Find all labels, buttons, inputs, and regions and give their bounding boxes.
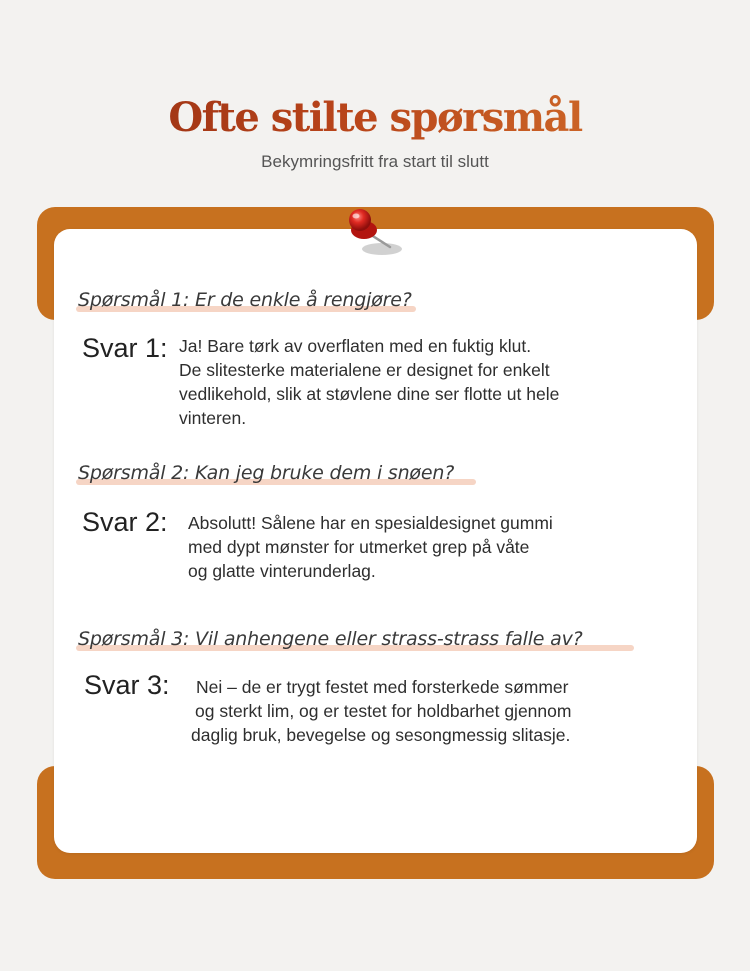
faq-question-1: Spørsmål 1: Er de enkle å rengjøre? xyxy=(78,289,412,311)
answer-text-2: Absolutt! Sålene har en spesialdesignet gummi med dypt mønster for utmerket grep på våte og glatte vinterunderlag. xyxy=(188,513,553,581)
answer-label-2: Svar 2: xyxy=(82,507,168,537)
faq-question-3: Spørsmål 3: Vil anhengene eller strass-strass falle av? xyxy=(78,628,583,650)
answer-label-3: Svar 3: xyxy=(84,670,170,700)
answer-label-1: Svar 1: xyxy=(82,333,168,363)
answer-text-3: Nei – de er trygt festet med forsterkede sømmer og sterkt lim, og er testet for holdbarhet gjennom daglig bruk, bevegelse og sesongmessig slitasje. xyxy=(191,677,572,745)
push-pin-icon xyxy=(338,203,408,263)
page-subtitle: Bekymringsfritt fra start til slutt xyxy=(261,152,489,171)
answer-text-1: Ja! Bare tørk av overflaten med en fuktig klut. De slitesterke materialene er designet for enkelt vedlikehold, slik at støvlene dine ser flotte ut hele vinteren. xyxy=(179,336,560,428)
faq-question-2: Spørsmål 2: Kan jeg bruke dem i snøen? xyxy=(78,462,454,484)
page-title: Ofte stilte spørsmål xyxy=(0,92,750,144)
